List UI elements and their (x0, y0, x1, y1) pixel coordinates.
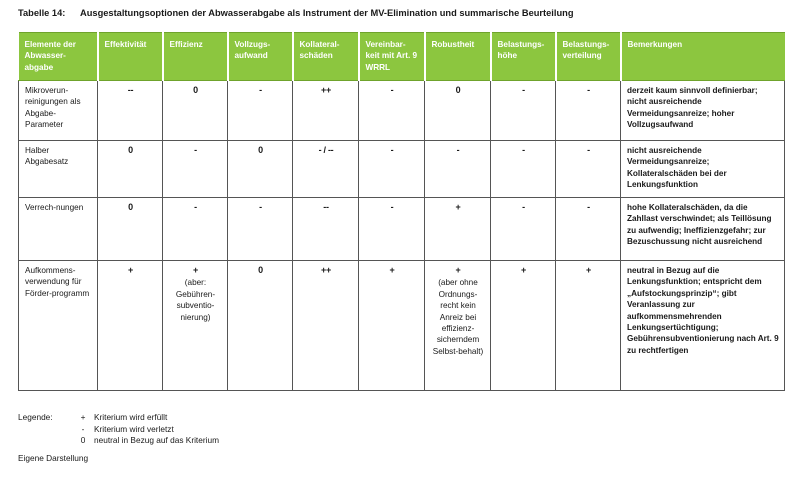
table-row (19, 198, 785, 261)
legend (18, 412, 219, 447)
cell-vereinbarkeit (359, 198, 425, 261)
table-row (19, 141, 785, 198)
cell-value: - (259, 202, 262, 212)
cell-value: - (194, 145, 197, 155)
cell-value: - (259, 85, 262, 95)
cell-bemerkungen: nicht ausreichende Vermeidungsanreize; Kollateralschäden bei der Lenkungsfunktion (621, 141, 785, 198)
cell-vereinbarkeit (359, 81, 425, 141)
cell-vereinbarkeit (359, 261, 425, 391)
cell-belastungsverteilung (556, 141, 621, 198)
cell-vollzugsaufwand (228, 198, 293, 261)
legend-symbol-zero: 0 (80, 435, 86, 446)
cell-note: (aber: Gebühren-subventio-nierung) (175, 278, 216, 322)
cell-note: (aber ohne Ordnungs-recht kein Anreiz bei effizienz-sicherndem Selbst-behalt) (432, 278, 484, 356)
cell-effektivitaet (98, 261, 163, 391)
cell-value: -- (323, 202, 329, 212)
cell-effizienz (163, 261, 228, 391)
cell-value: + (128, 265, 133, 275)
cell-value: + (586, 265, 591, 275)
cell-value: + (389, 265, 395, 275)
cell-value: - (194, 202, 197, 212)
cell-value: - (587, 85, 590, 95)
cell-vollzugsaufwand (228, 141, 293, 198)
table-body (19, 81, 785, 391)
cell-effektivitaet (98, 198, 163, 261)
cell-belastungsverteilung (556, 198, 621, 261)
cell-value: - (390, 145, 394, 155)
legend-description: Kriterium wird erfüllt (94, 412, 168, 422)
column-header-belastungshoehe: Belastungs-höhe (491, 33, 556, 81)
table-caption (18, 7, 782, 19)
table-title: Ausgestaltungsoptionen der Abwasserabgabe als Instrument der MV-Elimination und summarische Beurteilung (80, 8, 574, 18)
cell-vollzugsaufwand (228, 261, 293, 391)
cell-bemerkungen: derzeit kaum sinnvoll definierbar; nicht ausreichende Vermeidungsanreize; hoher Vollzugsaufwand (621, 81, 785, 141)
cell-belastungshoehe (491, 141, 556, 198)
cell-kollateralschaeden (293, 141, 359, 198)
table-row (19, 261, 785, 391)
column-header-vereinbarkeit: Vereinbar-keit mit Art. 9 WRRL (359, 33, 425, 81)
cell-value: -- (127, 85, 134, 95)
column-header-vollzugsaufwand: Vollzugs-aufwand (228, 33, 293, 81)
legend-title: Legende: (18, 412, 53, 422)
table-row (19, 81, 785, 141)
cell-value: - (522, 145, 525, 155)
column-header-elemente: Elemente der Abwasser-abgabe (19, 33, 98, 81)
legend-item-list (72, 412, 219, 447)
column-header-bemerkungen: Bemerkungen (621, 33, 785, 81)
row-label-mikroverunreinigungen: Mikroverun-reinigungen als Abgabe-Parameter (19, 81, 98, 141)
cell-value: 0 (258, 145, 263, 155)
cell-robustheit (425, 141, 491, 198)
table-number: Tabelle 14: (18, 8, 66, 18)
cell-value: - (390, 202, 394, 212)
cell-kollateralschaeden (293, 198, 359, 261)
cell-value: 0 (455, 85, 461, 95)
cell-value: + (193, 265, 198, 275)
legend-symbol-minus: - (81, 423, 85, 434)
cell-effektivitaet (98, 81, 163, 141)
cell-value: 0 (128, 145, 133, 155)
cell-belastungshoehe (491, 261, 556, 391)
cell-value: + (521, 265, 526, 275)
legend-item (72, 424, 219, 436)
cell-kollateralschaeden (293, 261, 359, 391)
cell-value: ++ (321, 85, 331, 95)
cell-effizienz (163, 81, 228, 141)
matrix-table-wrapper (18, 32, 784, 391)
legend-item (72, 412, 219, 424)
cell-bemerkungen: neutral in Bezug auf die Lenkungsfunktion; entspricht dem „Aufstockungsprinzip“; gibt Veranlassung zur aufkommensmehrenden Lenkungsertüchtigung; Gebührensubventionierung nach Art. 9 zu rechtfertigen (621, 261, 785, 391)
cell-vollzugsaufwand (228, 81, 293, 141)
row-label-aufkommensverwendung: Aufkommens-verwendung für Förder-programm (19, 261, 98, 391)
cell-value: - / -- (318, 145, 334, 155)
column-header-robustheit: Robustheit (425, 33, 491, 81)
cell-vereinbarkeit (359, 141, 425, 198)
row-label-verrechnungen: Verrech-nungen (19, 198, 98, 261)
cell-robustheit (425, 261, 491, 391)
cell-kollateralschaeden (293, 81, 359, 141)
table-header-row (19, 33, 785, 81)
legend-description: Kriterium wird verletzt (94, 423, 174, 434)
cell-effizienz (163, 198, 228, 261)
cell-value: 0 (193, 85, 198, 95)
column-header-effizienz: Effizienz (163, 33, 228, 81)
cell-value: 0 (258, 265, 263, 275)
cell-robustheit (425, 198, 491, 261)
cell-value: 0 (128, 202, 133, 212)
cell-effektivitaet (98, 141, 163, 198)
cell-value: - (587, 202, 590, 212)
cell-belastungsverteilung (556, 81, 621, 141)
legend-symbol-plus: + (80, 412, 86, 422)
cell-value: + (455, 265, 461, 275)
legend-description: neutral in Bezug auf das Kriterium (94, 435, 219, 446)
cell-value: - (456, 145, 460, 155)
column-header-kollateralschaeden: Kollateral-schäden (293, 33, 359, 81)
cell-robustheit (425, 81, 491, 141)
cell-value: - (522, 85, 525, 95)
column-header-effektivitaet: Effektivität (98, 33, 163, 81)
cell-value: - (587, 145, 590, 155)
cell-value: + (455, 202, 461, 212)
cell-value: - (522, 202, 525, 212)
cell-belastungshoehe (491, 198, 556, 261)
column-header-belastungsverteilung: Belastungs-verteilung (556, 33, 621, 81)
cell-effizienz (163, 141, 228, 198)
legend-item (72, 435, 219, 447)
cell-value: ++ (321, 265, 331, 275)
cell-value: - (390, 85, 394, 95)
cell-bemerkungen: hohe Kollateralschäden, da die Zahllast verschwindet; als Teillösung zu aufwendig; Ineffizienzgefahr; zur Bezuschussung nicht ausreichend (621, 198, 785, 261)
cell-belastungsverteilung (556, 261, 621, 391)
source-note: Eigene Darstellung (18, 453, 89, 463)
row-label-halber-abgabesatz: Halber Abgabesatz (19, 141, 98, 198)
assessment-matrix-table (18, 32, 785, 391)
cell-belastungshoehe (491, 81, 556, 141)
